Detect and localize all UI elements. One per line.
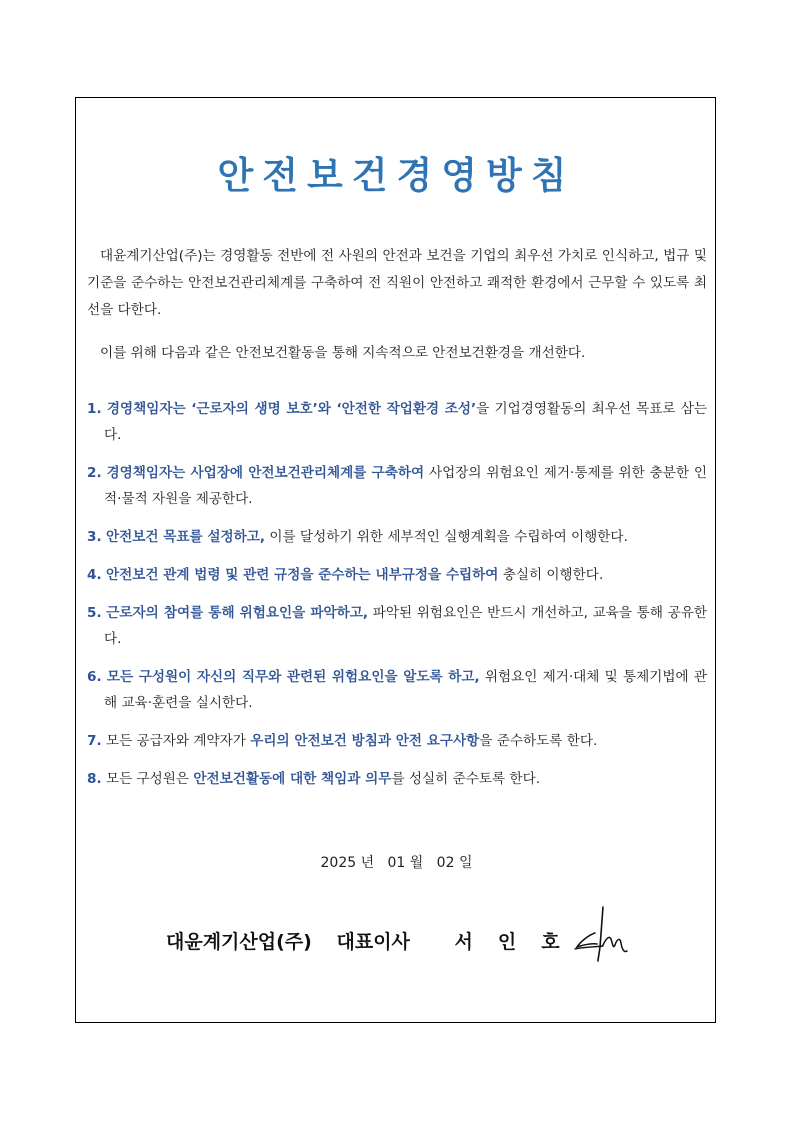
policy-item-number: 8.: [87, 771, 102, 787]
signature-role: 대표이사: [336, 931, 410, 953]
date-month-unit: 월: [409, 855, 424, 871]
policy-item-number: 3.: [87, 529, 102, 545]
policy-item-highlight: 경영책임자는 사업장에 안전보건관리체계를 구축하여: [106, 465, 425, 481]
issue-date: [0, 851, 793, 875]
date-day: 02: [436, 855, 455, 871]
policy-item-highlight: 안전보건 관계 법령 및 관련 규정을 준수하는 내부규정을 수립하여: [105, 567, 499, 583]
page-title: 안전보건경영방침: [217, 154, 576, 197]
policy-item-text: 위험요인 제거·대체 및 통제기법에 관해 교육·훈련을 실시한다.: [104, 669, 707, 711]
policy-item-text: 파악된 위험요인은 반드시 개선하고, 교육을 통해 공유한다.: [104, 605, 707, 647]
policy-item: [87, 524, 707, 550]
policy-item-highlight: 안전보건활동에 대한 책임과 의무: [193, 771, 392, 787]
policy-item: [87, 600, 707, 652]
policy-item-number: 5.: [87, 605, 102, 621]
policy-item-number: 6.: [87, 669, 102, 685]
date-year-unit: 년: [360, 855, 375, 871]
policy-item-number: 4.: [87, 567, 102, 583]
signature-line: [166, 925, 585, 959]
signature-company: 대윤계기산업(주): [166, 931, 312, 953]
date-year: 2025: [320, 855, 357, 871]
policy-item: [87, 664, 707, 716]
policy-item-highlight: 안전보건 목표를 설정하고,: [105, 529, 266, 545]
policy-item-number: 1.: [87, 401, 102, 417]
policy-item-number: 7.: [87, 733, 102, 749]
policy-list: [87, 396, 707, 804]
policy-item-text: 사업장의 위험요인 제거·통제를 위한 충분한 인적·물적 자원을 제공한다.: [104, 465, 707, 507]
policy-item-number: 2.: [87, 465, 102, 481]
date-day-unit: 일: [458, 855, 473, 871]
intro-subparagraph: 이를 위해 다음과 같은 안전보건활동을 통해 지속적으로 안전보건환경을 개선한다.: [100, 345, 586, 361]
policy-item-text: 이를 달성하기 위한 세부적인 실행계획을 수립하여 이행한다.: [265, 529, 628, 545]
policy-item-text: 을 준수하도록 한다.: [479, 733, 598, 749]
signature-name: 서인호: [454, 931, 585, 953]
policy-item-highlight: 모든 구성원이 자신의 직무와 관련된 위험요인을 알도록 하고,: [106, 669, 480, 685]
policy-item-text: 을 기업경영활동의 최우선 목표로 삼는다.: [104, 401, 707, 443]
date-month: 01: [387, 855, 406, 871]
policy-item: [87, 460, 707, 512]
policy-item: [87, 766, 707, 792]
policy-item: [87, 562, 707, 588]
policy-item-highlight: 우리의 안전보건 방침과 안전 요구사항: [250, 733, 480, 749]
policy-item: [87, 728, 707, 754]
policy-item-text: 모든 공급자와 계약자가: [105, 733, 251, 749]
policy-item-highlight: 경영책임자는 ‘근로자의 생명 보호’와 ‘안전한 작업환경 조성’: [106, 401, 477, 417]
intro-paragraph: 대윤계기산업(주)는 경영활동 전반에 전 사원의 안전과 보건을 기업의 최우선 가치로 인식하고, 법규 및 기준을 준수하는 안전보건관리체계를 구축하여 전 직원이 안전하고 쾌적한 환경에서 근무할 수 있도록 최선을 다한다.: [87, 248, 707, 318]
policy-item-text: 충실히 이행한다.: [498, 567, 604, 583]
policy-item-text: 모든 구성원은: [105, 771, 194, 787]
policy-item: [87, 396, 707, 448]
policy-item-highlight: 근로자의 참여를 통해 위험요인을 파악하고,: [106, 605, 369, 621]
signature-mark-icon: [573, 903, 633, 965]
policy-item-text: 를 성실히 준수토록 한다.: [391, 771, 541, 787]
